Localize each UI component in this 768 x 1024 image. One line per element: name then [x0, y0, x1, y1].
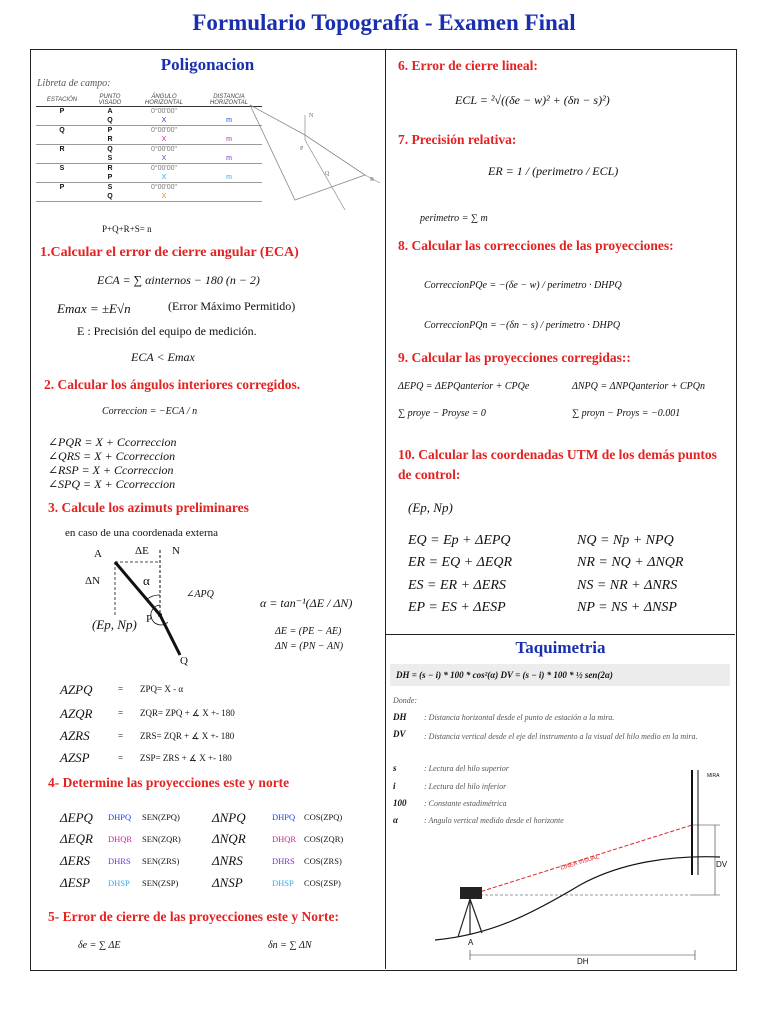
proj-e-qr-fn: SEN(ZQR): [142, 834, 181, 844]
def-desc-i: : Lectura del hilo inferior: [424, 782, 507, 791]
s4-title: 4- Determine las proyecciones este y norte: [48, 775, 290, 790]
def-sym-dh: DH: [393, 712, 407, 722]
table-cell-ang: X: [161, 155, 167, 162]
svg-text:R: R: [370, 177, 375, 183]
s9-title: 9. Calcular las proyecciones corregidas::: [398, 350, 631, 365]
s10-start: (Ep, Np): [408, 500, 453, 515]
table-cell-est: [36, 116, 88, 126]
diag-linea-label: LINEA VISUAL: [559, 854, 601, 872]
s8-formula-e: CorreccionPQe = −(δe − w) / perimetro · DHPQ: [424, 280, 622, 291]
proj-n-qr-dh: DHQR: [272, 834, 297, 844]
diag-label-a: A: [94, 548, 102, 560]
proj-n-sp-fn: COS(ZSP): [304, 878, 341, 888]
proj-n-pq-dh: DHPQ: [272, 812, 296, 822]
table-cell-est: [36, 135, 88, 145]
s6-title: 6. Error de cierre lineal:: [398, 58, 538, 73]
azimuth-diagram: [80, 540, 260, 670]
table-cell-pv: Q: [107, 146, 113, 153]
s3-de-formula: ΔE = (PE − AE): [275, 626, 342, 637]
svg-text:P: P: [300, 146, 304, 152]
table-cell-ang: 0°00'00": [150, 108, 178, 115]
proj-n-qr: ΔNQR: [212, 831, 246, 846]
s1-eca-formula: ECA = ∑ αinternos − 180 (n − 2): [97, 273, 260, 287]
svg-text:Q: Q: [325, 171, 330, 177]
def-sym-100: 100: [393, 798, 407, 808]
table-row: [36, 135, 262, 145]
table-cell-ang: 0°00'00": [150, 127, 178, 134]
s3-dn-formula: ΔN = (PN − AN): [275, 641, 344, 652]
def-desc-alpha: : Angulo vertical medido desde el horizonte: [424, 816, 564, 825]
def-desc-s: : Lectura del hilo superior: [424, 764, 509, 773]
az-sp-eq: =: [118, 753, 124, 763]
az-pq-lhs: AZPQ: [60, 682, 93, 697]
s10-nr: NR = NQ + ΔNQR: [577, 555, 684, 570]
table-header: ÁNGULO HORIZONTAL: [132, 94, 196, 107]
table-cell-dist: m: [226, 136, 232, 143]
table-row: [36, 164, 262, 174]
table-cell-est: S: [59, 165, 65, 172]
s1-eca-lt-emax: ECA < Emax: [131, 350, 195, 364]
table-cell-ang: 0°00'00": [150, 165, 178, 172]
s1-emax-formula: Emax = ±E√n: [57, 301, 131, 316]
s7-formula: ER = 1 / (perimetro / ECL): [488, 164, 619, 178]
table-row: [36, 154, 262, 164]
def-desc-dv: : Distancia vertical desde el eje del instrumento a la visual del hilo medio en la mira.: [424, 732, 698, 741]
diag-mira-label: MIRA: [707, 773, 720, 779]
field-book-grid: [36, 94, 262, 202]
def-sym-dv: DV: [393, 729, 406, 739]
table-cell-pv: P: [107, 174, 113, 181]
table-cell-pv: S: [107, 155, 113, 162]
s10-er: ER = EQ + ΔEQR: [408, 555, 513, 570]
table-cell-dist: m: [226, 117, 232, 124]
table-cell-ang: X: [161, 193, 167, 200]
az-rs-rhs: ZRS= ZQR + ∡ X +- 180: [140, 731, 235, 741]
diag-label-apq: ∠APQ: [186, 589, 214, 600]
proj-e-rs-fn: SEN(ZRS): [142, 856, 180, 866]
table-cell-pv: Q: [107, 193, 113, 200]
table-cell-est: P: [59, 184, 65, 191]
s10-ep: EP = ES + ΔESP: [408, 600, 506, 615]
proj-e-rs-dh: DHRS: [108, 856, 131, 866]
s2-angle-qrs: ∠QRS = X + Ccorreccion: [48, 449, 176, 463]
diag-label-dn: ΔN: [85, 575, 101, 587]
table-header: PUNTO VISADO: [88, 94, 132, 107]
s5-de-formula: δe = ∑ ΔE: [78, 940, 121, 951]
s2-title: 2. Calcular los ángulos interiores corregidos.: [44, 377, 301, 392]
table-row: [36, 183, 262, 193]
field-book-table: [36, 94, 262, 202]
table-cell-est: [36, 154, 88, 164]
diag-dh-label: DH: [577, 957, 589, 966]
s2-angle-pqr: ∠PQR = X + Ccorreccion: [48, 435, 177, 449]
s2-angle-spq: ∠SPQ = X + Ccorreccion: [48, 477, 176, 491]
table-cell-pv: S: [107, 184, 113, 191]
table-cell-est: R: [59, 146, 65, 153]
sum-note: P+Q+R+S= n: [102, 224, 152, 234]
s10-np: NP = NS + ΔNSP: [577, 600, 677, 615]
table-cell-ang: 0°00'00": [150, 184, 178, 191]
s5-dn-formula: δn = ∑ ΔN: [268, 940, 312, 951]
table-cell-est: [36, 173, 88, 183]
s10-eq: EQ = Ep + ΔEPQ: [408, 533, 511, 548]
def-sym-alpha: α: [393, 815, 398, 825]
table-row: [36, 173, 262, 183]
section-title-poligonacion: Poligonacion: [160, 55, 255, 74]
diag-dv-label: DV: [716, 860, 728, 869]
s10-title: 10. Calcular las coordenadas UTM de los demás puntos de control:: [398, 447, 717, 482]
s9-sum-n: ∑ proyn − Proys = −0.001: [572, 408, 681, 419]
s2-angle-rsp: ∠RSP = X + Ccorreccion: [48, 463, 174, 477]
def-desc-dh: : Distancia horizontal desde el punto de estación a la mira.: [424, 713, 615, 722]
s9-formula-e: ΔEPQ = ΔEPQanterior + CPQe: [398, 381, 530, 392]
table-cell-ang: X: [161, 174, 167, 181]
diag-label-epnp: (Ep, Np): [92, 617, 137, 632]
proj-n-rs: ΔNRS: [212, 853, 243, 868]
proj-e-pq-dh: DHPQ: [108, 812, 132, 822]
column-divider: [385, 49, 386, 969]
section-divider: [386, 634, 735, 635]
diag-label-alpha: α: [143, 573, 150, 588]
s10-es: ES = ER + ΔERS: [408, 578, 506, 593]
proj-e-pq-fn: SEN(ZPQ): [142, 812, 180, 822]
proj-e-pq: ΔEPQ: [60, 810, 93, 825]
table-row: [36, 192, 262, 202]
proj-n-sp: ΔNSP: [212, 875, 243, 890]
table-header: ESTACIÓN: [36, 94, 88, 107]
proj-n-qr-fn: COS(ZQR): [304, 834, 344, 844]
s2-correction: Correccion = −ECA / n: [102, 406, 198, 417]
s3-alpha-formula: α = tan⁻¹(ΔE / ΔN): [260, 596, 353, 610]
s3-title: 3. Calcule los azimuts preliminares: [48, 500, 249, 515]
s7-perimetro: perimetro = ∑ m: [420, 213, 488, 224]
table-cell-pv: R: [107, 165, 113, 172]
az-qr-eq: =: [118, 708, 124, 718]
az-qr-rhs: ZQR= ZPQ + ∡ X +- 180: [140, 708, 235, 718]
s1-e-desc: E : Precisión del equipo de medición.: [77, 324, 257, 338]
proj-n-pq-fn: COS(ZPQ): [304, 812, 343, 822]
table-cell-pv: R: [107, 136, 113, 143]
proj-e-sp-dh: DHSP: [108, 878, 130, 888]
proj-n-rs-dh: DHRS: [272, 856, 295, 866]
table-cell-est: Q: [59, 127, 65, 134]
s7-title: 7. Precisión relativa:: [398, 132, 517, 147]
def-desc-100: : Constante estadimétrica: [424, 799, 507, 808]
table-header: DISTANCIA HORIZONTAL: [196, 94, 262, 107]
taq-donde: Donde:: [393, 696, 417, 705]
table-cell-pv: A: [107, 108, 113, 115]
s9-formula-n: ΔNPQ = ΔNPQanterior + CPQn: [572, 381, 706, 392]
proj-e-sp: ΔESP: [60, 875, 91, 890]
s8-formula-n: CorreccionPQn = −(δn − s) / perimetro · DHPQ: [424, 320, 621, 331]
table-cell-dist: m: [226, 174, 232, 181]
table-row: [36, 145, 262, 155]
s9-sum-e: ∑ proye − Proyse = 0: [398, 408, 486, 419]
az-pq-eq: =: [118, 684, 124, 694]
diag-label-n: N: [172, 545, 180, 557]
proj-e-sp-fn: SEN(ZSP): [142, 878, 179, 888]
s8-title: 8. Calcular las correcciones de las proyecciones:: [398, 238, 674, 253]
s1-emax-note: (Error Máximo Permitido): [168, 299, 296, 313]
az-qr-lhs: AZQR: [60, 706, 93, 721]
def-sym-s: s: [393, 763, 397, 773]
libreta-label: Libreta de campo:: [37, 78, 111, 89]
proj-e-qr: ΔEQR: [60, 831, 93, 846]
proj-n-sp-dh: DHSP: [272, 878, 294, 888]
taq-formula: DH = (s − i) * 100 * cos²(α) DV = (s − i) * 100 * ½ sen(2α): [396, 670, 613, 680]
az-rs-lhs: AZRS: [60, 728, 90, 743]
s3-subtitle: en caso de una coordenada externa: [65, 527, 219, 539]
def-sym-i: i: [393, 781, 396, 791]
table-row: [36, 107, 262, 117]
s6-formula: ECL = ²√((δe − w)² + (δn − s)²): [455, 93, 610, 107]
table-cell-ang: 0°00'00": [150, 146, 178, 153]
s5-title: 5- Error de cierre de las proyecciones este y Norte:: [48, 909, 340, 924]
diag-label-de: ΔE: [135, 545, 149, 557]
table-cell-dist: m: [226, 155, 232, 162]
s10-ns: NS = NR + ΔNRS: [577, 578, 678, 593]
table-cell-ang: X: [161, 117, 167, 124]
proj-e-qr-dh: DHQR: [108, 834, 133, 844]
az-pq-rhs: ZPQ= X - α: [140, 684, 184, 694]
diag-a-label: A: [468, 938, 474, 947]
table-cell-est: P: [59, 108, 65, 115]
table-cell-pv: P: [107, 127, 113, 134]
table-row: [36, 126, 262, 136]
diag-label-q: Q: [180, 655, 188, 667]
table-cell-est: [36, 192, 88, 202]
svg-text:N: N: [309, 113, 314, 119]
az-sp-lhs: AZSP: [60, 750, 90, 765]
page-title: Formulario Topografía - Examen Final: [192, 10, 576, 35]
diag-label-p: P: [146, 613, 153, 625]
az-rs-eq: =: [118, 731, 124, 741]
s1-title: 1.Calcular el error de cierre angular (ECA): [40, 245, 299, 260]
az-sp-rhs: ZSP= ZRS + ∡ X +- 180: [140, 753, 232, 763]
table-cell-ang: X: [161, 136, 167, 143]
table-cell-pv: Q: [107, 117, 113, 124]
proj-n-pq: ΔNPQ: [212, 810, 246, 825]
table-row: [36, 116, 262, 126]
section-title-taquimetria: Taquimetria: [515, 638, 606, 657]
traverse-sketch: [245, 95, 385, 215]
proj-n-rs-fn: COS(ZRS): [304, 856, 342, 866]
s10-nq: NQ = Np + NPQ: [577, 533, 674, 548]
proj-e-rs: ΔERS: [60, 853, 91, 868]
